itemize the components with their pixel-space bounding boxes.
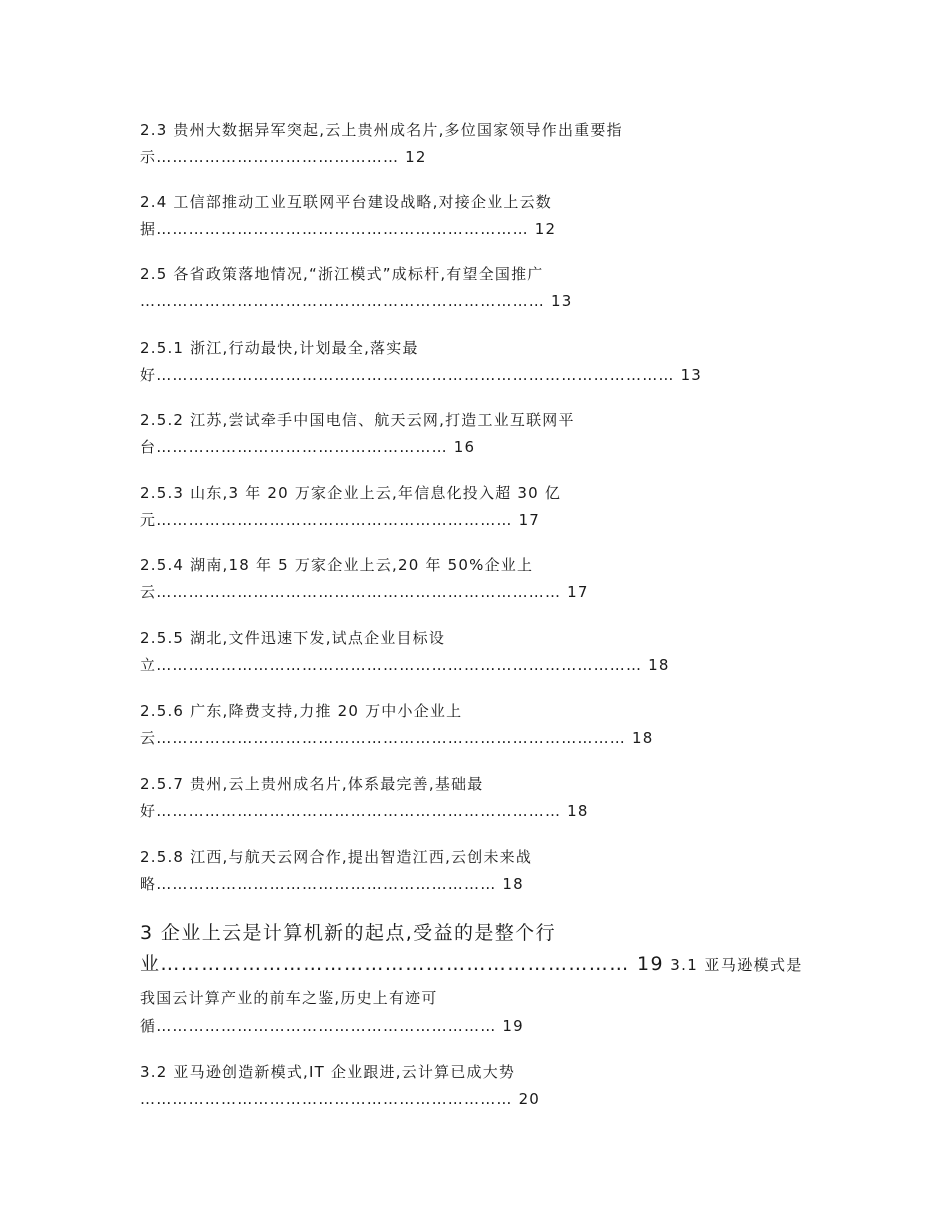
toc-entry-2-3-leader[interactable]: 示……………………………………… 12: [140, 148, 427, 166]
toc-entry-2-5-1-title[interactable]: 2.5.1 浙江,行动最快,计划最全,落实最: [140, 339, 419, 357]
toc-entry-3-2-title[interactable]: 3.2 亚马逊创造新模式,IT 企业跟进,云计算已成大势: [140, 1063, 516, 1081]
toc-entry-2-5-6-leader[interactable]: 云…………………………………………………………………………… 18: [140, 729, 654, 747]
toc-entry-2-5-7-leader[interactable]: 好………………………………………………………………… 18: [140, 802, 589, 820]
toc-entry-2-5-8-title[interactable]: 2.5.8 江西,与航天云网合作,提出智造江西,云创未来战: [140, 848, 533, 866]
toc-entry-2-5-7-title[interactable]: 2.5.7 贵州,云上贵州成名片,体系最完善,基础最: [140, 775, 484, 793]
toc-entry-3-leader-dots: 业……………………………………………………………: [140, 953, 630, 975]
toc-entry-2-5-leader[interactable]: ………………………………………………………………… 13: [140, 292, 573, 310]
toc-entry-2-5-3-leader[interactable]: 元………………………………………………………… 17: [140, 511, 541, 529]
toc-entry-2-5-4-leader[interactable]: 云………………………………………………………………… 17: [140, 583, 589, 601]
toc-entry-3-2-leader[interactable]: …………………………………………………………… 20: [140, 1090, 541, 1108]
toc-entry-3-1-title-start[interactable]: 3.1 亚马逊模式是: [664, 956, 803, 974]
toc-entry-3-leader[interactable]: [140, 951, 803, 978]
toc-entry-2-5-4-title[interactable]: 2.5.4 湖南,18 年 5 万家企业上云,20 年 50%企业上: [140, 556, 534, 574]
toc-entry-2-5-6-title[interactable]: 2.5.6 广东,降费支持,力推 20 万中小企业上: [140, 702, 463, 720]
toc-entry-3-page-number: 19: [629, 953, 665, 975]
toc-entry-2-3-title[interactable]: 2.3 贵州大数据异军突起,云上贵州成名片,多位国家领导作出重要指: [140, 121, 623, 139]
toc-entry-2-5-title[interactable]: 2.5 各省政策落地情况,“浙江模式”成标杆,有望全国推广: [140, 265, 544, 283]
toc-entry-3-1-title[interactable]: 我国云计算产业的前车之鉴,历史上有迹可: [140, 989, 438, 1007]
toc-entry-3-1-leader[interactable]: 循……………………………………………………… 19: [140, 1017, 524, 1035]
toc-entry-2-5-5-leader[interactable]: 立……………………………………………………………………………… 18: [140, 656, 670, 674]
toc-entry-2-4-title[interactable]: 2.4 工信部推动工业互联网平台建设战略,对接企业上云数: [140, 193, 552, 211]
toc-entry-2-5-8-leader[interactable]: 略……………………………………………………… 18: [140, 875, 524, 893]
toc-entry-3-title[interactable]: 3 企业上云是计算机新的起点,受益的是整个行: [140, 922, 556, 944]
toc-entry-2-5-3-title[interactable]: 2.5.3 山东,3 年 20 万家企业上云,年信息化投入超 30 亿: [140, 484, 562, 502]
toc-entry-2-4-leader[interactable]: 据…………………………………………………………… 12: [140, 220, 557, 238]
toc-entry-2-5-1-leader[interactable]: 好…………………………………………………………………………………… 13: [140, 366, 703, 384]
toc-entry-2-5-5-title[interactable]: 2.5.5 湖北,文件迅速下发,试点企业目标设: [140, 629, 446, 647]
toc-entry-2-5-2-title[interactable]: 2.5.2 江苏,尝试牵手中国电信、航天云网,打造工业互联网平: [140, 411, 575, 429]
toc-entry-2-5-2-leader[interactable]: 台……………………………………………… 16: [140, 438, 476, 456]
